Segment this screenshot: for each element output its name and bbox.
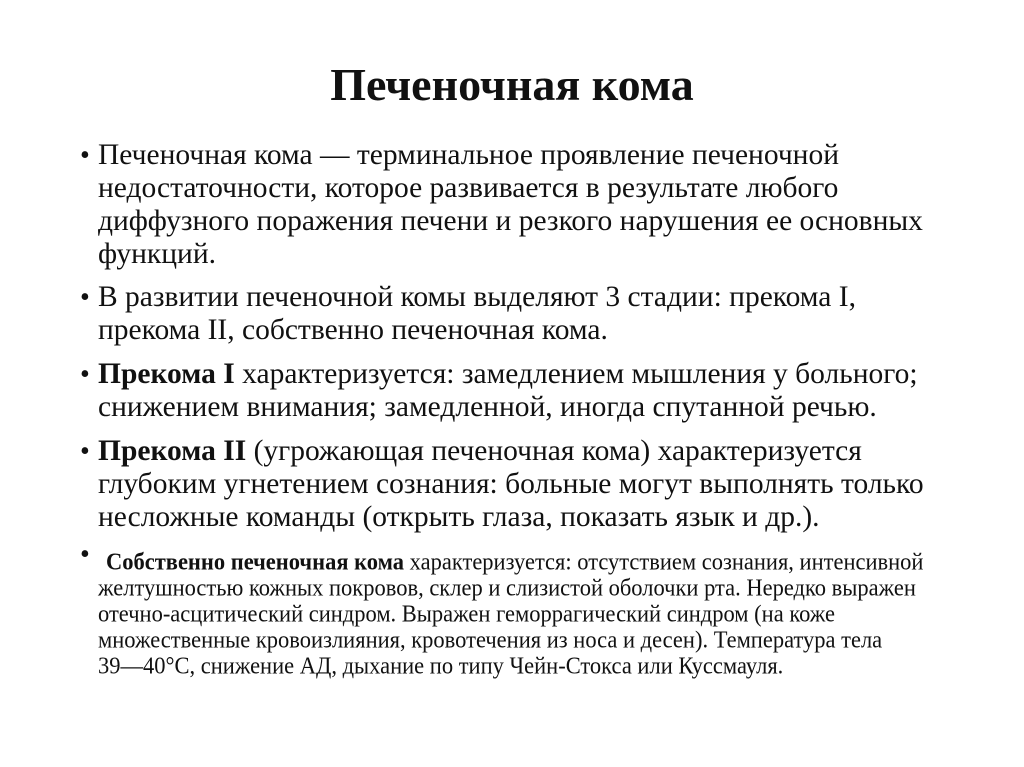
text-line: прекома II, собственно печеночная кома. [98,314,608,346]
text-line [98,358,918,391]
term-bold: Прекома I [98,358,235,390]
text-line: несложные команды (открыть глаза, показать язык и др.). [98,501,820,533]
text-line: 39—40°С, снижение АД, дыхание по типу Чейн-Стокса или Куссмауля. [98,652,784,679]
text-span: характеризуется: замедлением мышления у больного; [234,358,918,390]
term-bold: Прекома II [98,435,247,467]
bullet-icon: • [80,436,90,467]
bullet-icon: • [80,140,90,171]
text-line: глубоким угнетением сознания: больные могут выполнять только [98,468,924,500]
text-line: желтушностью кожных покровов, склер и слизистой оболочки рта. Нередко выражен [98,574,916,601]
text-span: характеризуется: отсутствием сознания, интенсивной [404,548,924,575]
text-line: диффузного поражения печени и резкого нарушения ее основных [98,205,923,237]
text-line: отечно-асцитический синдром. Выражен геморрагический синдром (на коже [98,600,836,627]
bullet-icon: • [80,282,90,313]
text-line: множественные кровоизлияния, кровотечения из носа и десен). Температура тела [98,626,883,653]
text-line [98,435,924,468]
slide-title: Печеночная кома [330,59,694,110]
bullet-icon: • [80,539,90,570]
text-line: В развитии печеночной комы выделяют 3 стадии: прекома I, [98,281,856,313]
text-line: функций. [98,238,216,270]
text-line [106,548,923,576]
text-span: (угрожающая печеночная кома) характеризуется [246,435,862,467]
text-line: снижением внимания; замедленной, иногда спутанной речью. [98,391,877,423]
text-line: недостаточности, которое развивается в результате любого [98,172,839,204]
term-bold: Собственно печеночная кома [106,548,405,575]
bullet-icon: • [80,359,90,390]
text-line: Печеночная кома — терминальное проявление печеночной [98,139,839,171]
